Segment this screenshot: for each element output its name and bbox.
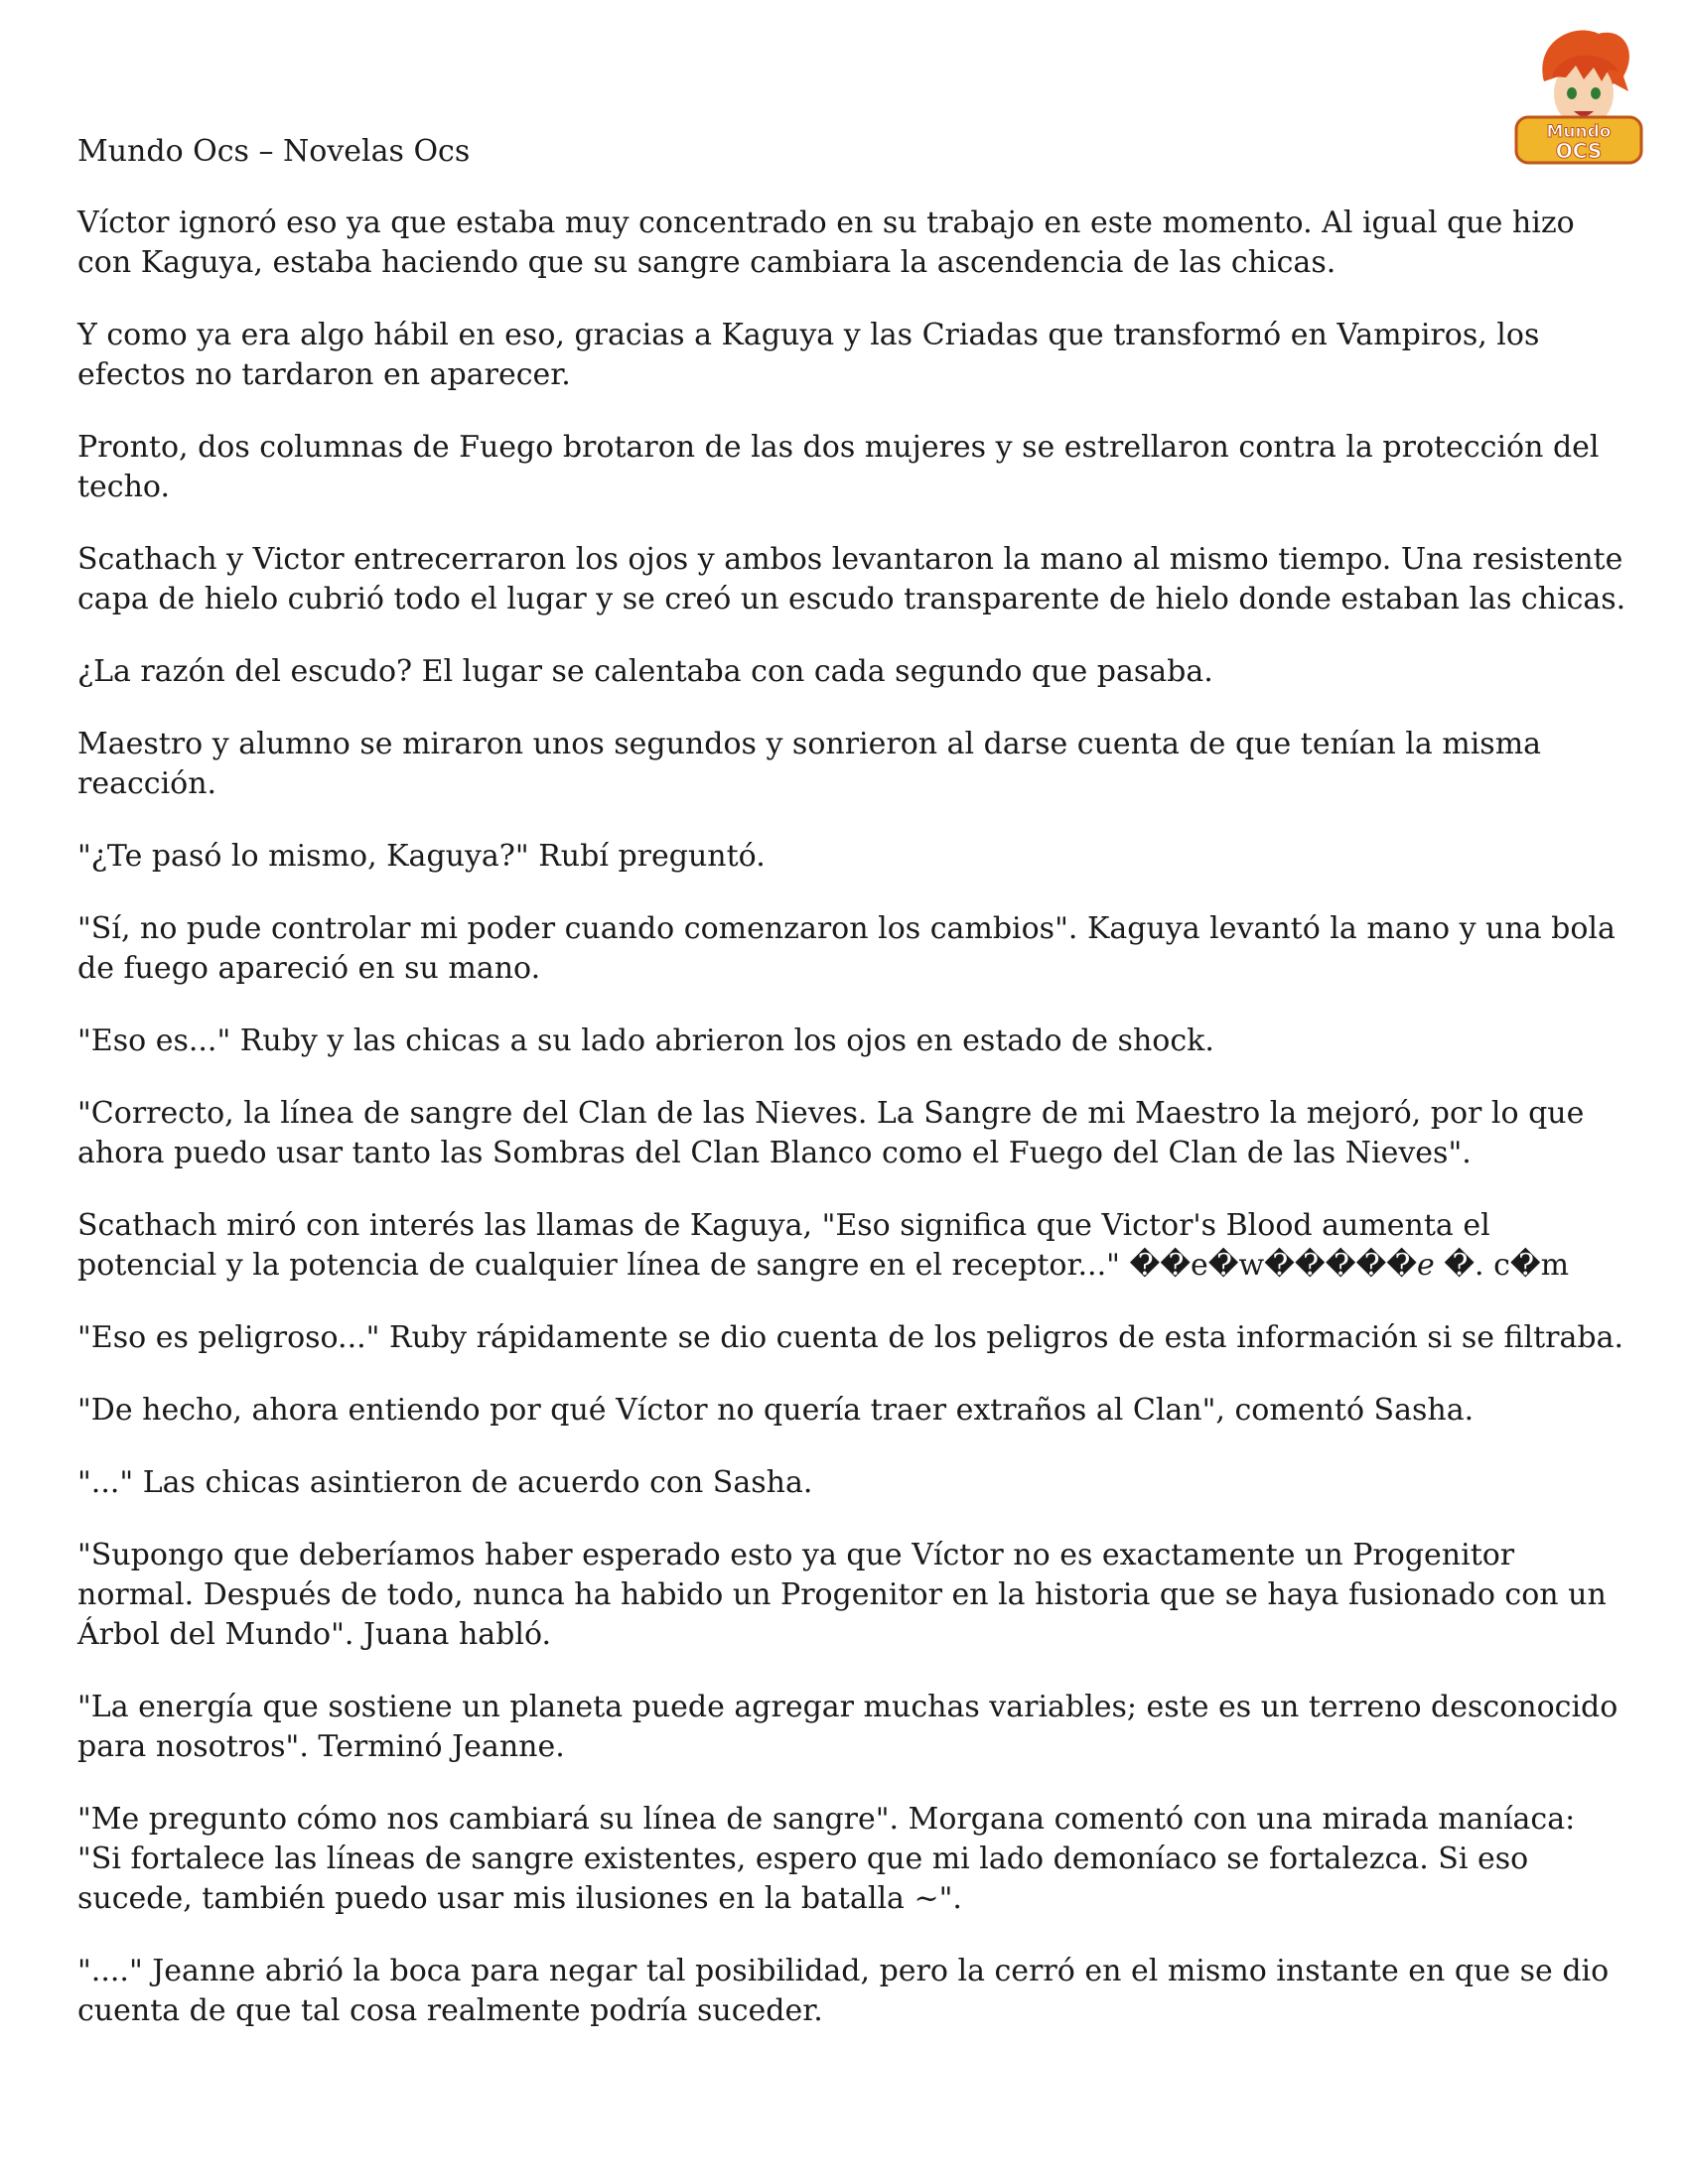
svg-text:OCS: OCS [1555,139,1603,163]
paragraph: Scathach miró con interés las llamas de Kaguya, "Eso significa que Victor's Blood aumenta el potencial y la potencia de cualquier línea de sangre en el receptor..." ��e�w�����ℯ �. c�m [77,1208,1570,1283]
paragraph: "Sí, no pude controlar mi poder cuando comenzaron los cambios". Kaguya levantó la mano y una bola de fuego apareció en su mano. [77,911,1616,986]
paragraph: Pronto, dos columnas de Fuego brotaron de las dos mujeres y se estrellaron contra la protección del techo. [77,430,1600,504]
paragraph: "Me pregunto cómo nos cambiará su línea de sangre". Morgana comentó con una mirada maníaca: "Si fortalece las líneas de sangre existentes, espero que mi lado demoníaco se fortalezca. Si eso sucede, también puedo usar mis ilusiones en la batalla ~". [77,1802,1576,1916]
paragraph: Y como ya era algo hábil en eso, gracias a Kaguya y las Criadas que transformó en Vampiros, los efectos no tardaron en aparecer. [77,318,1540,392]
logo-icon [1504,22,1653,171]
paragraph: "Eso es..." Ruby y las chicas a su lado abrieron los ojos en estado de shock. [77,1024,1214,1058]
paragraph: "Correcto, la línea de sangre del Clan de las Nieves. La Sangre de mi Maestro la mejoró, por lo que ahora puedo usar tanto las Sombras del Clan Blanco como el Fuego del Clan de las Nieves". [77,1096,1585,1170]
paragraph: "Eso es peligroso..." Ruby rápidamente se dio cuenta de los peligros de esta información si se filtraba. [77,1320,1624,1355]
paragraph: "La energía que sostiene un planeta puede agregar muchas variables; este es un terreno desconocido para nosotros". Terminó Jeanne. [77,1690,1618,1764]
paragraph: "De hecho, ahora entiendo por qué Víctor no quería traer extraños al Clan", comentó Sasha. [77,1393,1475,1428]
paragraph: "Supongo que deberíamos haber esperado esto ya que Víctor no es exactamente un Progenitor normal. Después de todo, nunca ha habido un Progenitor en la historia que se haya fusionado con un Árbol del Mundo". Juana habló. [77,1538,1607,1652]
mundo-ocs-logo [1504,22,1653,171]
document-body [77,204,1626,2064]
paragraph: Scathach y Victor entrecerraron los ojos y ambos levantaron la mano al mismo tiempo. Una resistente capa de hielo cubrió todo el lugar y se creó un escudo transparente de hielo donde estaban las chicas. [77,542,1626,616]
paragraph: "...." Jeanne abrió la boca para negar tal posibilidad, pero la cerró en el mismo instante en que se dio cuenta de que tal cosa realmente podría suceder. [77,1954,1610,2028]
svg-text:Mundo: Mundo [1546,122,1612,142]
paragraph: "¿Te pasó lo mismo, Kaguya?" Rubí preguntó. [77,839,766,874]
paragraph: Víctor ignoró eso ya que estaba muy concentrado en su trabajo en este momento. Al igual que hizo con Kaguya, estaba haciendo que su sangre cambiara la ascendencia de las chicas. [77,205,1575,280]
paragraph: ¿La razón del escudo? El lugar se calentaba con cada segundo que pasaba. [77,654,1213,689]
page-header: Mundo Ocs – Novelas Ocs [77,134,471,169]
paragraph: "..." Las chicas asintieron de acuerdo con Sasha. [77,1465,813,1500]
paragraph: Maestro y alumno se miraron unos segundos y sonrieron al darse cuenta de que tenían la misma reacción. [77,727,1542,801]
